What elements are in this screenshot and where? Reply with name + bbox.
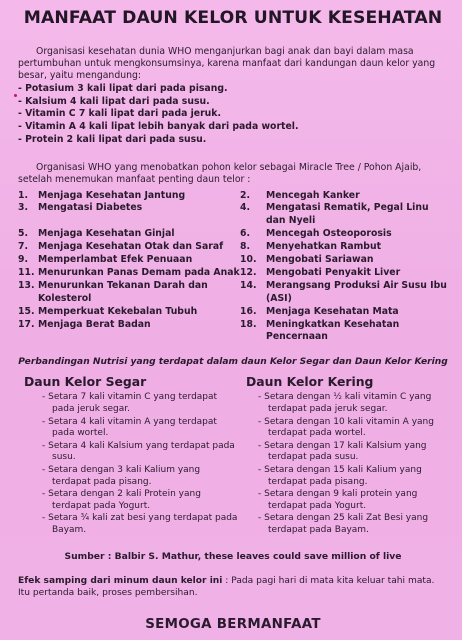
- comparison-item: - Setara dengan 3 kali Kalium yang terdapat pada pisang.: [42, 464, 201, 487]
- benefits-grid: [18, 190, 448, 345]
- side-effects-paragraph: [18, 575, 448, 599]
- fresh-leaf-heading: Daun Kelor Segar: [24, 374, 147, 390]
- fresh-leaf-column: [18, 374, 240, 537]
- nutrient-item: - Potasium 3 kali lipat dari pada pisang.: [18, 83, 228, 94]
- comparison-item: - Setara dengan ½ kali vitamin C yang terdapat pada jeruk segar.: [258, 392, 432, 414]
- benefit-item: 16. Menjaga Kesehatan Mata: [240, 305, 399, 317]
- nutrient-item: - Vitamin A 4 kali lipat lebih banyak dari pada wortel.: [18, 121, 299, 133]
- benefit-item: 11. Menurunkan Panas Demam pada Anak: [18, 266, 240, 278]
- side-effects-text: : Pada pagi hari di mata kita keluar tahi mata. Itu pertanda baik, proses pembersihan.: [18, 575, 435, 598]
- comparison-item: - Setara dengan 25 kali Zat Besi yang terdapat pada Bayam.: [258, 513, 429, 535]
- benefit-item: 1. Menjaga Kesehatan Jantung: [18, 189, 186, 201]
- benefit-item: 6. Mencegah Osteoporosis: [240, 228, 392, 240]
- nutrient-item: - Vitamin C 7 kali lipat dari pada jeruk.: [18, 108, 222, 120]
- comparison-item: - Setara dengan 17 kali Kalsium yang terdapat pada susu.: [258, 440, 427, 463]
- benefit-item: 8. Menyehatkan Rambut: [240, 241, 382, 253]
- benefit-item: 14. Merangsang Produksi Air Susu Ibu (ASI): [240, 279, 447, 304]
- benefit-item: 15. Memperkuat Kekebalan Tubuh: [18, 305, 198, 317]
- side-effects-label: Efek samping dari minum daun kelor ini: [18, 575, 223, 586]
- benefit-item: 18. Meningkatkan Kesehatan Pencernaan: [240, 318, 400, 343]
- comparison-item: - Setara 7 kali vitamin C yang terdapat pada jeruk segar.: [42, 392, 218, 414]
- benefit-item: 2. Mencegah Kanker: [240, 189, 360, 201]
- dry-leaf-heading: Daun Kelor Kering: [246, 374, 374, 390]
- benefit-item: 4. Mengatasi Rematik, Pegal Linu dan Nyeli: [240, 202, 429, 227]
- benefit-item: 13. Menurunkan Tekanan Darah dan Kolesterol: [18, 279, 208, 304]
- dry-leaf-column: [240, 374, 448, 537]
- benefit-item: 5. Menjaga Kesehatan Ginjal: [18, 228, 175, 240]
- benefit-item: 7. Menjaga Kesehatan Otak dan Saraf: [18, 241, 224, 253]
- comparison-item: - Setara ¾ kali zat besi yang terdapat pada Bayam.: [42, 513, 238, 535]
- comparison-columns: [18, 374, 448, 537]
- comparison-item: - Setara dengan 15 kali Kalium yang terdapat pada pisang.: [258, 464, 422, 487]
- comparison-item: - Setara dengan 2 kali Protein yang terdapat pada Yogurt.: [42, 489, 201, 511]
- ink-dot: [14, 94, 17, 97]
- closing-line: SEMOGA BERMANFAAT: [145, 616, 321, 632]
- benefit-item: 17. Menjaga Berat Badan: [18, 318, 151, 330]
- intro-paragraph: Organisasi kesehatan dunia WHO menganjurkan bagi anak dan bayi dalam masa pertumbuhan untuk mengkonsumsinya, karena manfaat dari kandungan daun kelor yang besar, yaitu mengandung:: [18, 46, 436, 81]
- benefit-item: 9. Memperlambat Efek Penuaan: [18, 254, 193, 266]
- comparison-title: Perbandingan Nutrisi yang terdapat dalam daun Kelor Segar dan Daun Kelor Kering: [18, 357, 448, 368]
- fresh-leaf-list: [18, 392, 240, 536]
- comparison-item: - Setara 4 kali vitamin A yang terdapat pada wortel.: [42, 416, 217, 439]
- nutrient-item: - Protein 2 kali lipat dari pada susu.: [18, 133, 207, 145]
- benefit-item: 12. Mengobati Penyakit Liver: [240, 266, 401, 278]
- miracle-tree-paragraph: Organisasi WHO yang menobatkan pohon kelor sebagai Miracle Tree / Pohon Ajaib, setelah menemukan manfaat penting daun telor :: [18, 161, 422, 185]
- nutrient-item: - Kalsium 4 kali lipat dari pada susu.: [18, 95, 210, 107]
- nutrient-list: [18, 83, 448, 147]
- page-title: MANFAAT DAUN KELOR UNTUK KESEHATAN: [23, 8, 443, 28]
- source-line: Sumber : Balbir S. Mathur, these leaves could save million of live: [64, 550, 402, 562]
- comparison-item: - Setara dengan 10 kali vitamin A yang terdapat pada wortel.: [258, 416, 434, 439]
- comparison-item: - Setara dengan 9 kali protein yang terdapat pada Yogurt.: [258, 489, 418, 511]
- comparison-item: - Setara 4 kali Kalsium yang terdapat pada susu.: [42, 440, 235, 463]
- benefit-item: 10. Mengobati Sariawan: [240, 254, 374, 266]
- benefit-item: 3. Mengatasi Diabetes: [18, 202, 143, 214]
- dry-leaf-list: [240, 392, 448, 536]
